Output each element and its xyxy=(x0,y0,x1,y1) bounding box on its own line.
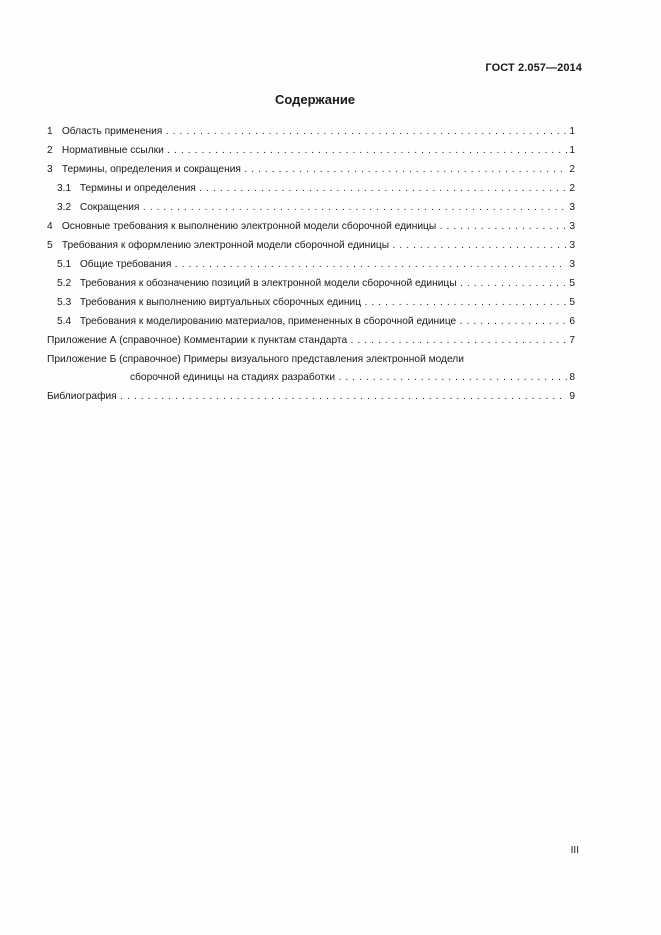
toc-entry[interactable] xyxy=(47,122,575,141)
toc-entry-number: 5.4 xyxy=(57,316,72,327)
toc-entry-title: Общие требования xyxy=(79,259,172,270)
toc-entry[interactable] xyxy=(47,217,575,236)
toc-entry-page: 5 xyxy=(569,278,575,289)
toc-entry-page: 1 xyxy=(569,126,575,137)
toc-entry-page: 6 xyxy=(569,316,575,327)
toc-entry-number: 5.1 xyxy=(57,259,72,270)
toc-entry-number: 5.3 xyxy=(57,297,72,308)
toc-entry-appendix-a[interactable] xyxy=(47,331,575,350)
toc-title: Содержание xyxy=(274,92,356,107)
toc-entry-title: Требования к моделированию материалов, примененных в сборочной единице xyxy=(79,316,457,327)
toc-entry-title: Приложение А (справочное) Комментарии к пунктам стандарта xyxy=(47,335,348,346)
toc-entry[interactable] xyxy=(47,236,575,255)
toc-entry-page: 5 xyxy=(569,297,575,308)
page-number: III xyxy=(570,845,579,856)
toc-entry-title: Термины и определения xyxy=(79,183,196,194)
toc-entry-bibliography[interactable] xyxy=(47,387,575,406)
toc-entry[interactable] xyxy=(47,179,575,198)
toc-entry-number: 5 xyxy=(47,240,53,251)
toc-entry-number: 4 xyxy=(47,221,53,232)
toc-entry[interactable] xyxy=(47,312,575,331)
toc-entry-page: 3 xyxy=(569,221,575,232)
toc-entry-appendix-b[interactable] xyxy=(47,350,575,368)
toc-entry-title: Требования к обозначению позиций в электронной модели сборочной единицы xyxy=(79,278,457,289)
toc-entry[interactable] xyxy=(47,160,575,179)
toc-entry-title: Область применения xyxy=(61,126,163,137)
toc-entry[interactable] xyxy=(47,255,575,274)
toc-entry-title: Нормативные ссылки xyxy=(61,145,164,156)
toc-entry[interactable] xyxy=(47,141,575,160)
toc-entry-page: 8 xyxy=(569,372,575,383)
toc-entry-title: Требования к оформлению электронной модели сборочной единицы xyxy=(61,240,390,251)
document-code: ГОСТ 2.057—2014 xyxy=(485,62,582,74)
toc-entry[interactable] xyxy=(47,274,575,293)
toc-entry-page: 3 xyxy=(569,202,575,213)
toc-entry-number: 3.1 xyxy=(57,183,72,194)
toc-entry-title: Сокращения xyxy=(79,202,140,213)
toc-entry-appendix-b-continued[interactable] xyxy=(47,368,575,387)
toc-entry-page: 7 xyxy=(569,335,575,346)
toc-entry-page: 3 xyxy=(569,240,575,251)
toc-entry-title: Приложение Б (справочное) Примеры визуального представления электронной модели xyxy=(47,354,464,365)
toc-entry-title: Основные требования к выполнению электронной модели сборочной единицы xyxy=(61,221,437,232)
toc-entry-title: Термины, определения и сокращения xyxy=(61,164,241,175)
toc-entry-page: 2 xyxy=(569,183,575,194)
toc-entry-number: 2 xyxy=(47,145,53,156)
table-of-contents xyxy=(47,122,575,406)
toc-entry[interactable] xyxy=(47,293,575,312)
toc-entry[interactable] xyxy=(47,198,575,217)
toc-entry-title: сборочной единицы на стадиях разработки xyxy=(130,372,336,383)
toc-entry-title: Библиография xyxy=(47,391,117,402)
toc-entry-number: 5.2 xyxy=(57,278,72,289)
toc-entry-page: 3 xyxy=(569,259,575,270)
toc-entry-page: 9 xyxy=(569,391,575,402)
toc-entry-title: Требования к выполнению виртуальных сборочных единиц xyxy=(79,297,362,308)
toc-entry-number: 1 xyxy=(47,126,53,137)
toc-entry-page: 1 xyxy=(569,145,575,156)
toc-entry-number: 3.2 xyxy=(57,202,72,213)
toc-entry-page: 2 xyxy=(569,164,575,175)
toc-entry-number: 3 xyxy=(47,164,53,175)
